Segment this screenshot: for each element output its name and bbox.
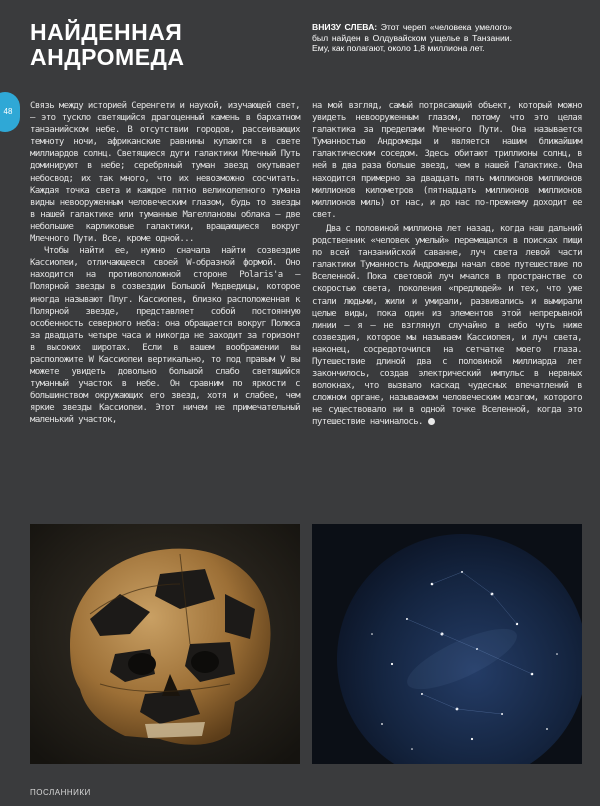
paragraph-2-part-1: Чтобы найти ее, нужно сначала найти созвездие Кассиопеи, отличающееся своей W-образной формой. Оно находится на противоположной стороне Polaris'а – Полярной звезды в созвездии Большой Медведицы, которое иногда называют Плуг. Кассиопея, близко расположенная к Полярной звезде, представляет собой постоянную особенность северного неба: она обращается вокруг Полюса за двадцать четыре часа и никогда не заходит за горизонт в высоких широтах. Если в вашем воображении вы расположите W Кассиопеи вертикально, то под правым V вы можете увидеть довольно большой слабо светящийся туманный участок в небе. Он сравним по яркости с большинством окружающих его звезд, хотя и слабее, чем яркие звезды Кассиопеи. Этот ничем не примечательный маленький участок, <box>30 246 301 426</box>
photo-caption <box>312 22 512 54</box>
caption-text: Этот череп «человека умелого» был найден в Олдувайском ущелье в Танзании. Ему, как полагают, около 1,8 миллиона лет. <box>312 22 513 54</box>
title-line-2: АНДРОМЕДА <box>30 44 185 70</box>
paragraph-3 <box>312 223 582 429</box>
article-column-right <box>312 100 582 429</box>
night-sky-illustration <box>312 524 582 764</box>
title-line-1: НАЙДЕННАЯ <box>30 19 183 45</box>
skull-photo <box>30 524 300 764</box>
paragraph-2-part-2: на мой взгляд, самый потрясающий объект, который можно увидеть невооруженным глазом, потому что это целая галактика за пределами Млечного Пути. Она называется Туманностью Андромеды и является нашим ближайшим галактическим соседом. Здесь обитают триллионы солнц, в ней в два раза больше звезд, чем в нашей Галактике. Она находится примерно за двадцать пять миллионов миллионов миллионов километров (пятнадцать миллионов миллионов миллионов миль) от нас, и до нас по-прежнему доходит ее свет. <box>312 101 582 220</box>
magazine-footer: ПОСЛАННИКИ <box>30 788 91 797</box>
caption-label: ВНИЗУ СЛЕВА: <box>312 22 378 32</box>
page-number: 48 <box>0 92 20 132</box>
skull-illustration <box>30 524 300 764</box>
paragraph-1: Связь между историей Серенгети и наукой, изучающей свет, – это тускло светящийся драгоценный камень в бархатном танзанийском небе. В отсутствии городов, рассеивающих темноту ночи, африканские равнины купаются в свете миллиардов солнц. Светящиеся дуги галактики Млечный Путь доминируют в небе; серебряный туман звезд окутывает небосвод; их так много, что их невозможно сосчитать. Каждая точка света и каждое пятно великолепного тумана видны невооруженным человеческим глазом, будь то звезды в нашей галактике или туманные Магеллановы облака – две небольшие карликовые галактики, вращающиеся вокруг Млечного Пути. Все, кроме одной... <box>30 101 300 245</box>
article-title <box>30 20 300 70</box>
end-of-article-icon <box>428 418 435 425</box>
article-column-left <box>30 100 300 427</box>
night-sky-photo <box>312 524 582 764</box>
paragraph-3-text: Два с половиной миллиона лет назад, когда наш дальний родственник «человек умелый» перемещался в поисках пищи по всей танзанийской саванне, луч света левой части галактики Туманность Андромеды начал свое путешествие по Вселенной. Пока световой луч мчался в пространстве со скоростью света, поколения «предлюдей» и тех, что уже стали людьми, жили и умирали, развивались и вымирали целые виды, пока один из элементов этой непрерывной линии – я – не взглянул случайно в небо чуть ниже созвездия, которое мы называем Кассиопея, и луч света, наконец, сосредоточился на сетчатке моего глаза. Путешествие длиной два с половиной миллиарда лет закончилось, создав электрический импульс в нервных волокнах, что вызвало каскад чудесных впечатлений в сложном органе, называемом человеческим мозгом, которого не существовало ни в одной точке Вселенной, когда это путешествие начиналось. <box>312 223 582 428</box>
